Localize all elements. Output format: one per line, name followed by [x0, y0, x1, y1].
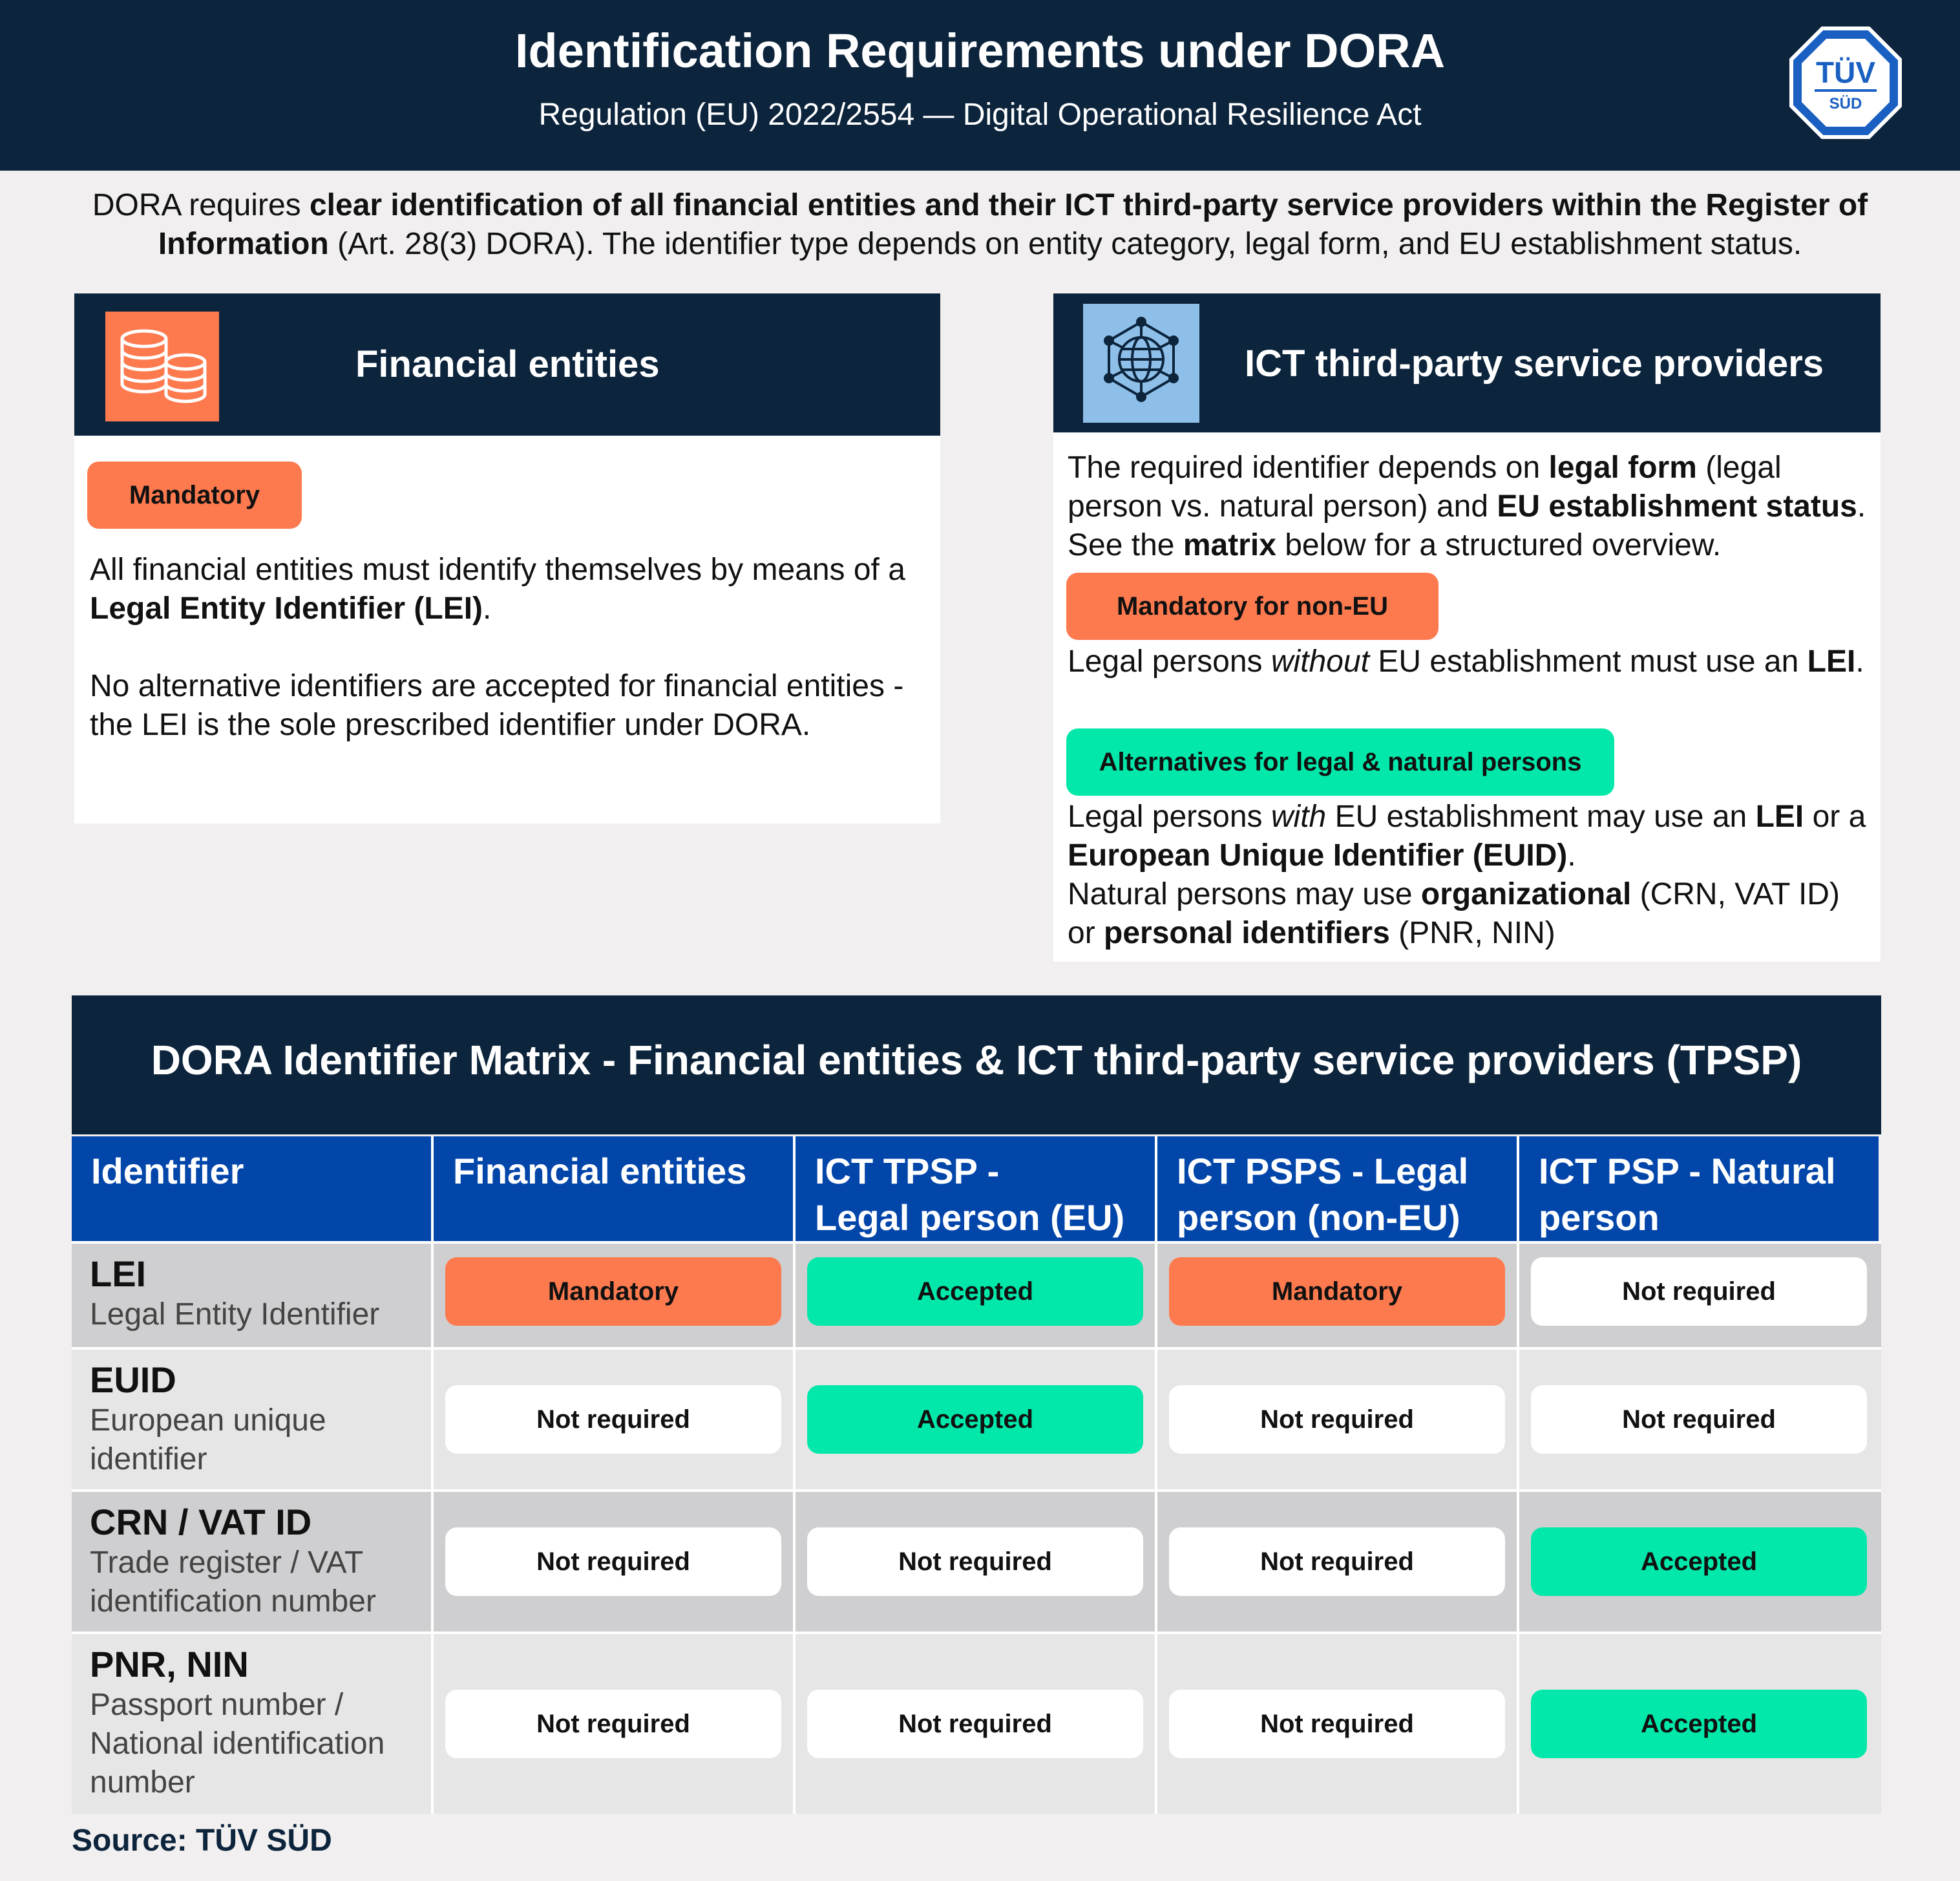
text-part: below for a structured overview. — [1276, 528, 1722, 562]
ict-providers-text-1 — [1068, 449, 1869, 565]
intro-text-part: (Art. 28(3) DORA). The identifier type depends on entity category, legal form, and EU establishment status. — [328, 227, 1802, 261]
ict-providers-title: ICT third-party service providers — [1245, 343, 1824, 385]
status-badge: Not required — [1169, 1385, 1505, 1454]
identifier-label-3 — [90, 1643, 413, 1802]
logo-text-bottom: SÜD — [1829, 95, 1862, 112]
status-badge: Not required — [445, 1385, 781, 1454]
status-badge: Accepted — [1531, 1527, 1867, 1596]
matrix-row-divider — [72, 1347, 1881, 1350]
mandatory-non-eu-badge: Mandatory for non-EU — [1066, 573, 1438, 640]
status-badge: Accepted — [807, 1257, 1143, 1326]
matrix-row-divider — [72, 1241, 1881, 1244]
matrix-column-divider — [793, 1136, 796, 1814]
matrix-header-4: ICT PSP - Natural person — [1519, 1136, 1879, 1241]
text-part: . — [483, 591, 492, 626]
ict-providers-card — [1053, 293, 1881, 962]
text-bold: LEI — [1755, 800, 1804, 834]
ict-providers-card-header — [1053, 293, 1881, 432]
ict-providers-text-4 — [1068, 875, 1856, 953]
text-italic: with — [1270, 800, 1327, 834]
text-part: . — [1855, 644, 1864, 679]
text-part: Legal persons — [1068, 644, 1271, 679]
identifier-description: European unique identifier — [90, 1403, 326, 1476]
identifier-label-2 — [90, 1501, 413, 1621]
financial-entities-card — [74, 293, 940, 824]
intro-text-part: DORA requires — [92, 188, 310, 222]
coins-icon — [105, 312, 219, 421]
text-bold: Legal Entity Identifier (LEI) — [90, 591, 483, 626]
identifier-label-0 — [90, 1253, 413, 1334]
matrix-row-divider — [72, 1489, 1881, 1492]
tuv-sud-logo — [1789, 26, 1902, 140]
ict-providers-text-3 — [1068, 798, 1869, 875]
text-part: Legal persons — [1068, 800, 1271, 834]
text-part: or a — [1804, 800, 1866, 834]
top-header — [0, 0, 1960, 171]
identifier-name: PNR, NIN — [90, 1644, 249, 1684]
matrix-column-divider — [1155, 1136, 1157, 1814]
text-part: (legal person vs. natural person) and — [1068, 451, 1782, 524]
text-bold: European Unique Identifier (EUID) — [1068, 838, 1568, 873]
status-badge: Not required — [1531, 1385, 1867, 1454]
alternatives-badge: Alternatives for legal & natural persons — [1066, 728, 1614, 796]
matrix-header-3: ICT PSPS - Legal person (non-EU) — [1157, 1136, 1517, 1241]
mandatory-badge: Mandatory — [87, 462, 302, 529]
intro-text — [26, 186, 1934, 264]
text-part: The required identifier depends on — [1068, 451, 1549, 485]
text-part: (PNR, NIN) — [1389, 916, 1555, 950]
status-badge: Mandatory — [445, 1257, 781, 1326]
text-part: EU establishment must use an — [1369, 644, 1807, 679]
financial-entities-text-2: No alternative identifiers are accepted for financial entities - the LEI is the sole prescribed identifier under DORA. — [90, 669, 904, 742]
text-part: All financial entities must identify themselves by means of a — [90, 553, 905, 587]
status-badge: Mandatory — [1169, 1257, 1505, 1326]
matrix-title: DORA Identifier Matrix - Financial entities & ICT third-party service providers (TPSP) — [151, 1037, 1802, 1083]
text-bold: EU establishment status — [1497, 489, 1857, 524]
matrix-header-2: ICT TPSP - Legal person (EU) — [796, 1136, 1155, 1241]
status-badge: Not required — [1531, 1257, 1867, 1326]
text-bold: legal form — [1548, 451, 1697, 485]
matrix-row-divider — [72, 1631, 1881, 1634]
text-part: (CRN, VAT ID) or — [1068, 877, 1840, 950]
identifier-label-1 — [90, 1359, 413, 1479]
text-bold: matrix — [1183, 528, 1276, 562]
identifier-description: Passport number / National identification number — [90, 1688, 385, 1800]
network-globe-icon — [1083, 304, 1199, 423]
financial-entities-title: Financial entities — [355, 343, 660, 385]
logo-text-top: TÜV — [1816, 56, 1875, 89]
identifier-description: Legal Entity Identifier — [90, 1297, 380, 1332]
text-bold: personal identifiers — [1104, 916, 1390, 950]
matrix-header-1: Financial entities — [434, 1136, 793, 1241]
identifier-name: CRN / VAT ID — [90, 1502, 312, 1542]
status-badge: Not required — [807, 1690, 1143, 1758]
text-part: . — [1567, 838, 1576, 873]
page-title: Identification Requirements under DORA — [514, 24, 1446, 78]
financial-entities-text-1 — [90, 551, 930, 628]
text-bold: LEI — [1807, 644, 1856, 679]
matrix-header-0: Identifier — [72, 1136, 431, 1241]
text-bold: organizational — [1420, 877, 1632, 911]
ict-providers-text-2 — [1068, 643, 1869, 681]
intro-text-bold: clear identification of all financial entities and their ICT third-party service providers within the Register of Information — [158, 188, 1868, 261]
matrix-column-divider — [1517, 1136, 1519, 1814]
financial-entities-card-header — [74, 293, 940, 436]
status-badge: Not required — [445, 1690, 781, 1758]
status-badge: Not required — [1169, 1527, 1505, 1596]
identifier-description: Trade register / VAT identification number — [90, 1546, 376, 1619]
status-badge: Accepted — [1531, 1690, 1867, 1758]
matrix-column-divider — [431, 1136, 434, 1814]
identifier-name: EUID — [90, 1359, 176, 1400]
text-part: . See the — [1068, 489, 1866, 562]
status-badge: Not required — [445, 1527, 781, 1596]
status-badge: Not required — [807, 1527, 1143, 1596]
page-subtitle: Regulation (EU) 2022/2554 — Digital Operational Resilience Act — [538, 98, 1422, 132]
status-badge: Not required — [1169, 1690, 1505, 1758]
text-part: EU establishment may use an — [1326, 800, 1756, 834]
text-italic: without — [1270, 644, 1369, 679]
matrix-title-bar — [72, 995, 1881, 1134]
status-badge: Accepted — [807, 1385, 1143, 1454]
identifier-name: LEI — [90, 1253, 147, 1294]
text-part: Natural persons may use — [1068, 877, 1421, 911]
source-note: Source: TÜV SÜD — [72, 1823, 332, 1858]
